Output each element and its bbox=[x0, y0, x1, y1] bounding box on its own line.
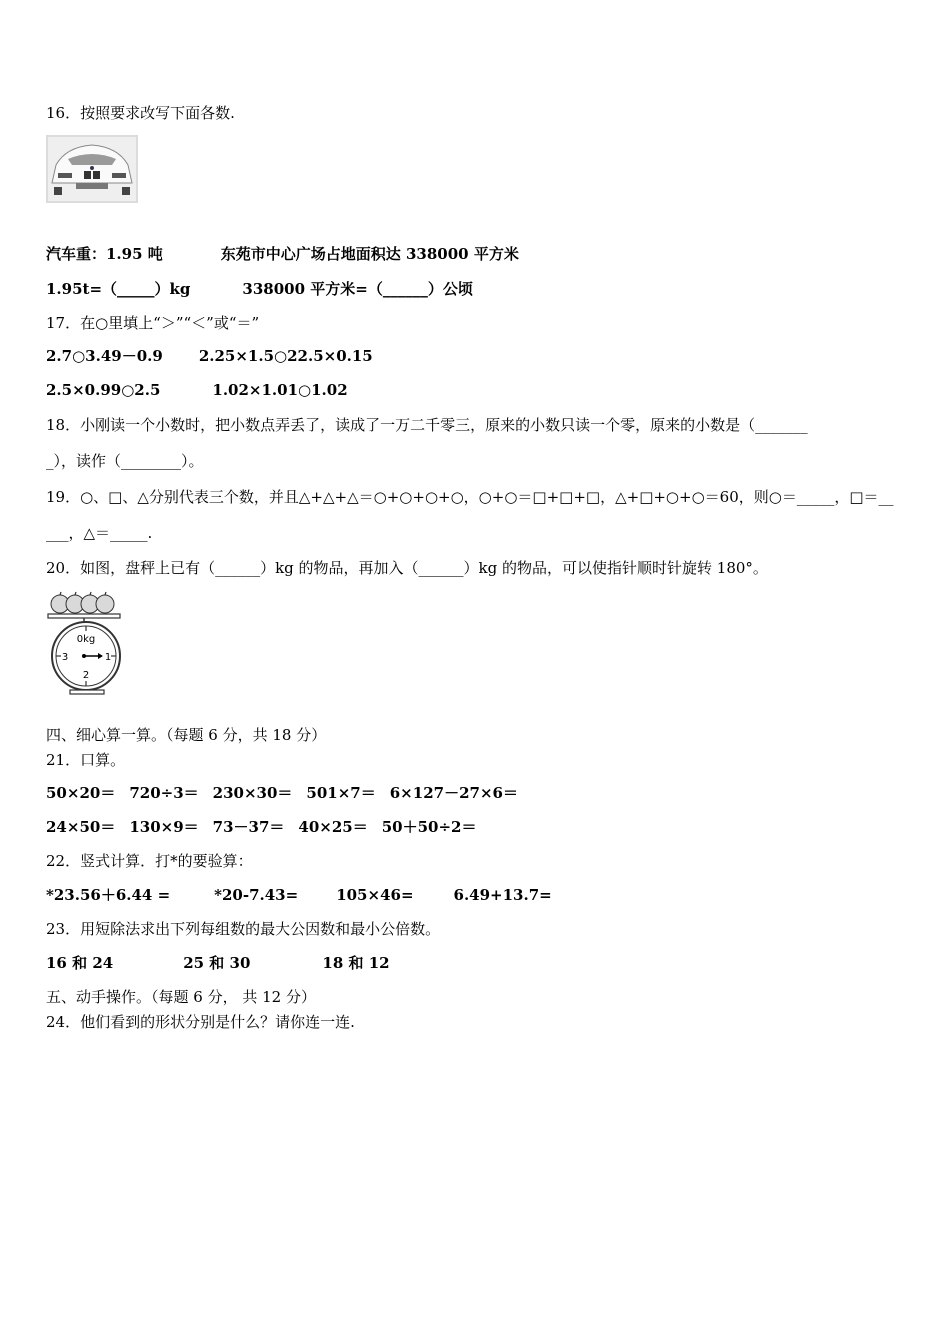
q16-fill-b: 338000 平方米=（______）公顷 bbox=[242, 280, 473, 298]
q22-item: 105×46= bbox=[336, 886, 414, 904]
section-4-heading: 四、细心算一算。（每题 6 分，共 18 分） bbox=[46, 726, 327, 744]
q21-item: 50＋50÷2＝ bbox=[381, 818, 477, 836]
q16-fills bbox=[46, 279, 473, 299]
dial-label-bottom: 2 bbox=[82, 670, 90, 681]
q17-title: 17．在○里填上“＞”“＜”或“＝” bbox=[46, 314, 260, 332]
q17-row2 bbox=[46, 380, 348, 400]
q21-item: 230×30＝ bbox=[212, 784, 293, 802]
q21-row2 bbox=[46, 817, 477, 837]
q16-fill-a: 1.95t=（_____）kg bbox=[46, 280, 191, 298]
q17-item: 1.02×1.01○1.02 bbox=[212, 381, 348, 399]
q18-line1: 18．小刚读一个小数时，把小数点弄丢了，读成了一万二千零三，原来的小数只读一个零，原来的小数是（_______ bbox=[46, 416, 808, 434]
q23-title: 23．用短除法求出下列每组数的最大公因数和最小公倍数。 bbox=[46, 920, 441, 938]
dial-label-top: 0kg bbox=[76, 634, 96, 645]
q22-title: 22．竖式计算．打*的要验算： bbox=[46, 852, 253, 870]
q22-item: *20-7.43= bbox=[214, 886, 299, 904]
scale-diagram bbox=[46, 590, 130, 696]
q16-labels bbox=[46, 244, 519, 264]
q21-item: 501×7＝ bbox=[306, 784, 376, 802]
square-area-label: 东苑市中心广场占地面积达 338000 平方米 bbox=[220, 245, 519, 263]
car-photo bbox=[46, 135, 138, 203]
q17-item: 2.7○3.49－0.9 bbox=[46, 347, 163, 365]
q18-line2: _），读作（________）。 bbox=[46, 452, 204, 470]
q21-item: 50×20＝ bbox=[46, 784, 116, 802]
apple-icon bbox=[96, 595, 114, 613]
q21-item: 73－37＝ bbox=[212, 818, 285, 836]
q24-title: 24．他们看到的形状分别是什么？请你连一连. bbox=[46, 1013, 355, 1031]
q21-item: 6×127－27×6＝ bbox=[389, 784, 518, 802]
q23-row bbox=[46, 953, 390, 973]
q21-item: 24×50＝ bbox=[46, 818, 116, 836]
scale-base bbox=[70, 690, 104, 694]
dial-label-left: 3 bbox=[61, 652, 69, 663]
q21-item: 720÷3＝ bbox=[129, 784, 199, 802]
scale-plate bbox=[48, 614, 120, 618]
q21-item: 130×9＝ bbox=[129, 818, 199, 836]
q20-title: 20．如图，盘秤上已有（______）kg 的物品，再加入（______）kg 的物品，可以使指针顺时针旋转 180°。 bbox=[46, 559, 768, 577]
q17-row1 bbox=[46, 346, 373, 366]
q21-title: 21．口算。 bbox=[46, 751, 126, 769]
q23-item: 18 和 12 bbox=[322, 954, 390, 972]
q21-row1 bbox=[46, 783, 518, 803]
q23-item: 16 和 24 bbox=[46, 954, 114, 972]
q22-row bbox=[46, 885, 552, 905]
q23-item: 25 和 30 bbox=[183, 954, 251, 972]
dial-label-right: 1 bbox=[104, 652, 112, 663]
q16-title: 16．按照要求改写下面各数. bbox=[46, 104, 235, 122]
q17-item: 2.25×1.5○22.5×0.15 bbox=[198, 347, 373, 365]
car-weight-label: 汽车重：1.95 吨 bbox=[46, 245, 163, 263]
q19-line2: ___，△＝_____. bbox=[46, 524, 153, 542]
q21-item: 40×25＝ bbox=[298, 818, 368, 836]
section-5-heading: 五、动手操作。（每题 6 分， 共 12 分） bbox=[46, 988, 316, 1006]
q17-item: 2.5×0.99○2.5 bbox=[46, 381, 161, 399]
q22-item: 6.49+13.7= bbox=[453, 886, 552, 904]
q22-item: *23.56＋6.44 = bbox=[46, 886, 171, 904]
q19-line1: 19．○、□、△分别代表三个数，并且△+△+△＝○+○+○+○，○+○＝□+□+□，△+□+○+○＝60，则○＝_____，□＝__ bbox=[46, 488, 894, 506]
